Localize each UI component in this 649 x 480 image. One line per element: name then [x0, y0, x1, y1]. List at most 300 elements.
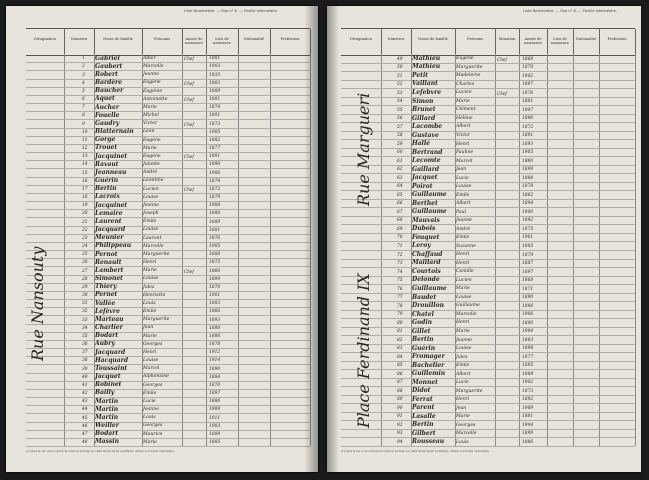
row-rule	[341, 190, 635, 191]
household-number: 37	[82, 350, 88, 356]
birth-year: 1886	[209, 399, 221, 405]
birth-year: 1901	[522, 235, 534, 241]
birth-year: 1876	[209, 235, 221, 241]
birth-year: 1870	[209, 382, 221, 388]
given-name: Lucie	[143, 398, 156, 404]
birth-year: 1906	[209, 170, 221, 176]
household-number: 62	[397, 167, 403, 173]
row-rule	[26, 177, 310, 178]
household-number: 9	[82, 121, 85, 127]
given-name: André	[143, 170, 158, 176]
household-number: 40	[82, 374, 88, 380]
given-name: Henri	[456, 141, 470, 147]
household-number: 63	[397, 175, 403, 181]
row-rule	[26, 283, 310, 284]
family-name: Mauvais	[412, 216, 440, 224]
given-name: Eugène	[143, 153, 161, 159]
household-number: 79	[397, 312, 403, 318]
household-number: 22	[82, 227, 88, 233]
given-name: Emile	[143, 219, 157, 225]
row-rule	[26, 250, 310, 251]
given-name: Marie	[143, 439, 157, 445]
column-header-label: Lieu de naissance	[213, 37, 231, 45]
family-name: Vallée	[95, 299, 116, 307]
birth-year: 1876	[522, 90, 534, 96]
family-name: Bailly	[95, 389, 115, 397]
row-rule	[341, 276, 635, 277]
row-rule	[341, 105, 635, 106]
given-name: Marie	[143, 268, 157, 274]
row-rule	[26, 144, 310, 145]
household-number: 47	[82, 431, 88, 437]
row-rule	[341, 224, 635, 225]
household-number: 8	[82, 113, 85, 119]
birth-year: 1909	[522, 405, 534, 411]
household-number: 31	[82, 301, 88, 307]
relation: Chef	[184, 56, 194, 62]
family-name: Robert	[95, 70, 118, 78]
household-number: 82	[397, 337, 403, 343]
left-footnote: (1) Dans le cas où le nombre de maisons portées sur cette feuille serait insuffisant, utiliser une feuille intercalaire.	[26, 450, 175, 453]
row-rule	[26, 87, 310, 88]
household-number: 29	[82, 284, 88, 290]
household-number: 87	[397, 380, 403, 386]
column-header	[238, 29, 271, 55]
row-rule	[341, 71, 635, 72]
row-rule	[341, 182, 635, 183]
given-name: Marcelle	[456, 311, 477, 317]
household-number: 83	[397, 346, 403, 352]
given-name: Marguerite	[456, 388, 483, 394]
given-name: Jeanne	[143, 72, 159, 78]
right-page	[327, 6, 641, 472]
row-rule	[341, 361, 635, 362]
household-number: 28	[82, 276, 88, 282]
column-header-label: Noms de famille	[103, 37, 133, 41]
birth-year: 1898	[522, 346, 534, 352]
family-name: Godin	[412, 319, 432, 327]
given-name: Victor	[143, 121, 158, 127]
row-rule	[341, 420, 635, 421]
row-rule	[26, 446, 310, 447]
household-number: 34	[82, 325, 88, 331]
given-name: Henri	[456, 252, 470, 258]
household-number: 70	[397, 235, 403, 241]
household-number: 60	[397, 150, 403, 156]
birth-year: 1877	[522, 354, 534, 360]
family-name: Bachelier	[412, 361, 445, 369]
row-rule	[341, 233, 635, 234]
household-number: 11	[82, 137, 88, 143]
relation: Chef	[184, 121, 194, 127]
birth-year: 1902	[522, 380, 534, 386]
row-rule	[26, 234, 310, 235]
birth-year: 1897	[522, 82, 534, 88]
column-header-label: Année de naissance	[524, 37, 542, 45]
family-name: Aubry	[95, 340, 115, 348]
family-name: Jacquinet	[95, 152, 128, 160]
birth-year: 1878	[209, 342, 221, 347]
row-rule	[341, 216, 635, 217]
household-number: 4	[82, 80, 85, 86]
household-number: 84	[397, 354, 403, 360]
row-rule	[341, 199, 635, 200]
household-number: 64	[397, 184, 403, 190]
column-header	[519, 29, 548, 55]
given-name: Madeleine	[456, 73, 481, 79]
family-name: Gillet	[412, 327, 431, 335]
household-number: 46	[82, 423, 88, 429]
household-number: 57	[397, 124, 403, 130]
birth-year: 1881	[522, 99, 534, 105]
household-number: 18	[82, 195, 88, 200]
household-number: 92	[397, 422, 403, 428]
row-rule	[341, 327, 635, 328]
row-rule	[26, 291, 310, 292]
household-number: 27	[82, 268, 88, 274]
given-name: Pauline	[456, 150, 474, 156]
family-name: Guérin	[412, 344, 436, 352]
household-number: 5	[82, 88, 85, 94]
birth-year: 1884	[209, 374, 221, 380]
given-name: Albert	[456, 201, 471, 207]
family-name: Jacquard	[95, 226, 126, 234]
row-rule	[26, 422, 310, 423]
household-number: 12	[82, 146, 88, 151]
family-name: Pernot	[95, 250, 118, 258]
family-name: Martin	[95, 413, 119, 421]
household-number: 67	[397, 209, 403, 215]
column-header-row	[26, 28, 310, 56]
family-name: Philippeau	[95, 242, 132, 250]
birth-year: 1905	[209, 244, 221, 249]
family-name: Toussaint	[95, 364, 128, 372]
birth-year: 1900	[522, 209, 534, 215]
household-number: 77	[397, 295, 403, 301]
family-name: Aquet	[95, 95, 115, 103]
column-header-label: Profession	[280, 37, 300, 41]
family-name: Brunet	[412, 106, 436, 114]
column-header-label: Lieu de naissance	[551, 37, 569, 45]
household-number: 81	[397, 329, 403, 335]
given-name: Victor	[456, 133, 471, 139]
birth-year: 1866	[209, 309, 221, 315]
birth-year: 1879	[522, 252, 534, 258]
given-name: Marie	[143, 104, 157, 110]
family-name: Jacquet	[412, 174, 438, 182]
birth-year: 1890	[209, 366, 221, 372]
row-rule	[341, 139, 635, 140]
given-name: Clément	[456, 107, 476, 113]
birth-year: 1875	[522, 226, 534, 232]
given-name: Paul	[456, 209, 467, 215]
family-name: Guérin	[95, 177, 119, 185]
household-number: 24	[82, 244, 88, 249]
given-name: Louis	[143, 415, 156, 421]
row-rule	[26, 160, 310, 161]
family-name: Guillemin	[412, 370, 446, 378]
given-name: Louis	[456, 439, 469, 445]
row-rule	[341, 250, 635, 251]
birth-year: 1885	[522, 244, 534, 249]
family-name: Gabriel	[95, 54, 120, 62]
household-number: 55	[397, 107, 403, 113]
birth-year: 1901	[209, 293, 221, 298]
birth-year: 1888	[522, 175, 534, 181]
family-name: Fouquet	[412, 233, 440, 241]
row-rule	[341, 446, 635, 447]
column-rule	[310, 54, 311, 446]
birth-year: 1878	[522, 184, 534, 190]
family-name: Simon	[412, 97, 434, 105]
birth-year: 1888	[209, 252, 221, 258]
given-name: Louise	[456, 184, 472, 190]
family-name: Meunier	[95, 234, 124, 242]
household-number: 69	[397, 226, 403, 232]
family-name: Vaillant	[412, 80, 438, 88]
family-name: Laurent	[95, 217, 122, 225]
birth-year: 1889	[209, 88, 221, 94]
birth-year: 1868	[522, 56, 534, 62]
column-header	[182, 29, 207, 55]
row-rule	[26, 430, 310, 431]
given-name: Henri	[143, 260, 157, 266]
given-name: Charles	[456, 81, 474, 87]
household-number: 93	[397, 431, 403, 437]
given-name: Maurice	[143, 431, 163, 437]
household-number: 72	[397, 252, 403, 258]
family-name: Massin	[95, 438, 119, 446]
birth-year: 1904	[522, 422, 534, 428]
row-rule	[26, 185, 310, 186]
household-number: 78	[397, 303, 403, 309]
row-rule	[341, 165, 635, 166]
household-number: 38	[82, 358, 88, 364]
row-rule	[341, 318, 635, 319]
column-header-label: Prénoms	[467, 37, 483, 41]
birth-year: 1899	[522, 431, 534, 437]
family-name: Drouillon	[412, 302, 444, 310]
given-name: Emile	[143, 390, 157, 396]
column-header	[94, 29, 143, 55]
given-name: Antoinette	[143, 96, 168, 102]
family-name: Gaudry	[95, 119, 120, 127]
family-name: Jacquinet	[95, 201, 128, 209]
given-name: Eugène	[143, 137, 161, 143]
birth-year: 1889	[209, 431, 221, 437]
given-name: Lucie	[456, 380, 469, 386]
birth-year: 1874	[209, 105, 221, 111]
household-number: 94	[397, 440, 403, 445]
row-rule	[341, 88, 635, 89]
given-name: Marcelle	[456, 431, 477, 437]
family-name: Berthet	[412, 199, 438, 207]
birth-year: 1880	[522, 158, 534, 164]
given-name: Georges	[143, 341, 163, 347]
birth-year: 1903	[209, 64, 221, 70]
column-header-label: Profession	[607, 37, 627, 41]
left-street-name: Rue Nansouty	[28, 246, 47, 361]
given-name: Henri	[143, 349, 157, 355]
birth-year: 1866	[209, 268, 221, 274]
birth-year: 1893	[522, 141, 534, 147]
row-rule	[341, 344, 635, 345]
family-name: Gaillard	[412, 165, 440, 173]
given-name: Joseph	[143, 211, 159, 217]
row-rule	[26, 103, 310, 104]
relation: Chef	[184, 154, 194, 160]
birth-year: 1896	[522, 116, 534, 122]
birth-year: 1899	[522, 167, 534, 173]
row-rule	[26, 217, 310, 218]
row-rule	[341, 386, 635, 387]
given-name: Louise	[143, 194, 159, 200]
birth-year: 1873	[209, 121, 221, 127]
birth-year: 1897	[209, 391, 221, 396]
family-name: Pernet	[95, 291, 118, 299]
column-header-label: Situation	[498, 37, 516, 41]
birth-year: 1905	[209, 129, 221, 135]
column-header	[381, 29, 412, 55]
family-name: Robinet	[95, 381, 122, 389]
row-rule	[341, 352, 635, 353]
birth-year: 1911	[209, 415, 221, 421]
row-rule	[341, 97, 635, 98]
household-number: 17	[82, 186, 88, 192]
row-rule	[26, 209, 310, 210]
given-name: Marie	[143, 333, 157, 339]
column-header	[206, 29, 239, 55]
family-name: Marteau	[95, 315, 124, 323]
household-number: 54	[397, 99, 403, 105]
family-name: Gaubert	[95, 62, 123, 70]
birth-year: 1881	[209, 227, 221, 233]
family-name: Hallé	[412, 140, 430, 148]
relation: Chef	[497, 56, 507, 62]
column-header	[411, 29, 456, 55]
household-number: 42	[82, 391, 88, 396]
column-header	[270, 29, 311, 55]
given-name: Alber	[143, 55, 156, 61]
family-name: Petit	[412, 71, 428, 79]
given-name: Marie	[456, 414, 470, 420]
birth-year: 1893	[209, 317, 221, 323]
row-rule	[341, 80, 635, 81]
household-number: 58	[397, 133, 403, 139]
birth-year: 1912	[209, 350, 221, 356]
row-rule	[26, 307, 310, 308]
row-rule	[26, 168, 310, 169]
family-name: Bertin	[412, 336, 434, 344]
family-name: Trouet	[95, 144, 118, 152]
household-number: 16	[82, 178, 88, 184]
household-number: 51	[397, 73, 403, 79]
given-name: Lucien	[456, 277, 472, 283]
family-name: Rousseau	[412, 438, 445, 446]
given-name: Marcel	[143, 366, 160, 372]
row-rule	[341, 173, 635, 174]
given-name: Henri	[456, 397, 470, 403]
row-rule	[26, 381, 310, 382]
row-rule	[341, 437, 635, 438]
family-name: Didot	[412, 387, 431, 395]
given-name: Jean	[456, 167, 467, 173]
birth-year: 1879	[209, 195, 221, 200]
household-number: 41	[82, 382, 88, 388]
family-name: Lacroix	[95, 193, 120, 201]
household-number: 65	[397, 192, 403, 198]
birth-year: 1868	[522, 278, 534, 284]
family-name: Martin	[95, 405, 119, 413]
household-number: 7	[82, 105, 85, 111]
row-rule	[26, 266, 310, 267]
family-name: Bertin	[95, 185, 117, 193]
relation: Chef	[184, 97, 194, 103]
row-rule	[341, 429, 635, 430]
given-name: Jules	[456, 354, 468, 360]
household-number: 61	[397, 158, 403, 164]
left-census-table	[26, 28, 310, 446]
row-rule	[26, 332, 310, 333]
row-rule	[341, 412, 635, 413]
right-street-name-b: Place Ferdinand IX	[354, 273, 373, 428]
household-number: 3	[82, 72, 85, 78]
row-rule	[26, 275, 310, 276]
given-name: Jeanne	[143, 202, 159, 208]
family-name: Lasalle	[412, 412, 436, 420]
birth-year: 1886	[209, 333, 221, 339]
given-name: Emile	[456, 192, 470, 198]
birth-year: 1906	[522, 312, 534, 318]
birth-year: 1870	[209, 284, 221, 290]
row-rule	[341, 293, 635, 294]
given-name: Henri	[456, 260, 470, 266]
family-name: Chatel	[412, 310, 434, 318]
row-rule	[26, 152, 310, 153]
birth-year: 1885	[209, 440, 221, 445]
column-header	[599, 29, 636, 55]
row-rule	[341, 122, 635, 123]
birth-year: 1905	[522, 150, 534, 156]
household-number: 36	[82, 342, 88, 347]
family-name: Jeanneau	[95, 168, 127, 176]
household-number: 1	[82, 56, 85, 62]
given-name: Laurent	[143, 235, 162, 241]
given-name: Juliette	[143, 162, 160, 168]
family-name: Mathieu	[412, 54, 441, 62]
column-header-label: Numéros	[70, 37, 88, 41]
household-number: 80	[397, 320, 403, 326]
given-name: Emile	[456, 363, 470, 369]
row-rule	[26, 258, 310, 259]
household-number: 90	[397, 405, 403, 411]
row-rule	[26, 119, 310, 120]
given-name: Lucien	[143, 186, 159, 192]
family-name: Fromager	[412, 353, 445, 361]
family-name: Bodart	[95, 332, 119, 340]
birth-year: 1883	[209, 301, 221, 307]
family-name: Simonet	[95, 275, 123, 283]
row-rule	[341, 207, 635, 208]
row-rule	[26, 70, 310, 71]
given-name: Marcelle	[143, 64, 164, 70]
row-rule	[26, 324, 310, 325]
row-rule	[26, 389, 310, 390]
given-name: Marguerite	[456, 64, 483, 70]
row-rule	[341, 148, 635, 149]
birth-year: 1881	[522, 414, 534, 420]
relation: Chef	[184, 187, 194, 193]
